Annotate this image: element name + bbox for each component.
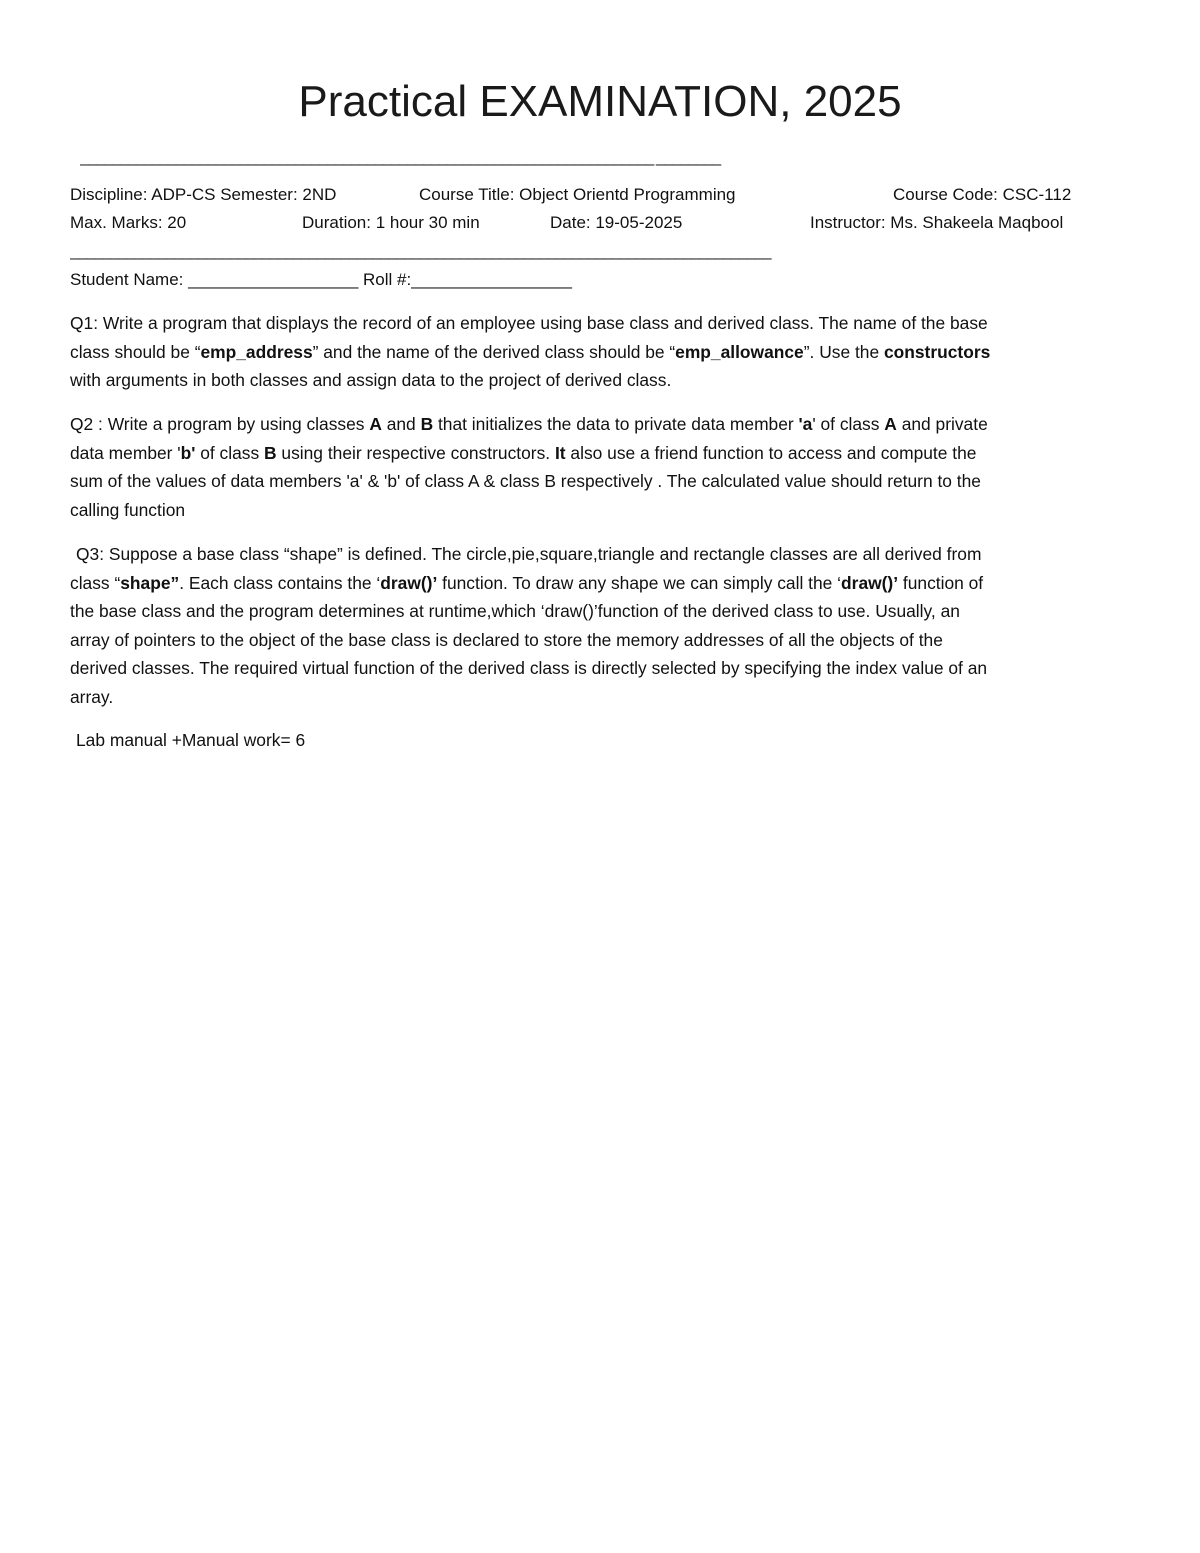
q2-line: data member 'b' of class B using their respective constructors. It also use a friend function to access and compute the [70,442,977,463]
student-name-roll-line: Student Name: __________________ Roll #:_________________ [70,270,572,289]
lab-manual-note: Lab manual +Manual work= 6 [76,730,306,750]
q3-line: class “shape”. Each class contains the ‘draw()’ function. To draw any shape we can simply call the ‘draw()’ function of [70,572,984,593]
question-2 [70,410,1115,524]
q3-line: array. [70,686,114,707]
meta-date: Date: 19-05-2025 [550,213,683,232]
q2-line: calling function [70,499,186,520]
q3-line: derived classes. The required virtual function of the derived class is directly selected by specifying the index value of an [70,658,988,679]
meta-course-code: Course Code: CSC-112 [893,185,1072,204]
q3-line: Q3: Suppose a base class “shape” is defined. The circle,pie,square,triangle and rectangle classes are all derived from [76,544,982,564]
meta-max-marks: Max. Marks: 20 [70,213,187,232]
q1-line: class should be “emp_address” and the name of the derived class should be “emp_allowance”. Use the constructors [70,341,991,362]
meta-discipline: Discipline: ADP-CS Semester: 2ND [70,185,337,204]
question-1 [70,309,1115,395]
q3-line: the base class and the program determines at runtime,which ‘draw()’function of the derived class to use. Usually, an [70,601,960,622]
q1-line: with arguments in both classes and assign data to the project of derived class. [70,370,672,391]
question-3 [70,540,1121,712]
middle-rule: ________________________________________________________________________________________ [70,241,771,260]
q2-line: Q2 : Write a program by using classes A and B that initializes the data to private data member 'a' of class A and private [70,414,988,434]
meta-duration: Duration: 1 hour 30 min [302,213,480,232]
q3-line: array of pointers to the object of the base class is declared to store the memory addresses of all the objects of the [70,629,943,650]
q1-line: Q1: Write a program that displays the record of an employee using base class and derived class. The name of the base [70,313,988,333]
meta-instructor: Instructor: Ms. Shakeela Maqbool [810,213,1064,232]
exam-title: Practical EXAMINATION, 2025 [298,77,902,126]
meta-course-title: Course Title: Object Orientd Programming [419,185,736,204]
q2-line: sum of the values of data members 'a' & 'b' of class A & class B respectively . The calculated value should return to the [70,471,981,492]
top-rule: ________________________________________________________________________ ________ [80,147,720,166]
